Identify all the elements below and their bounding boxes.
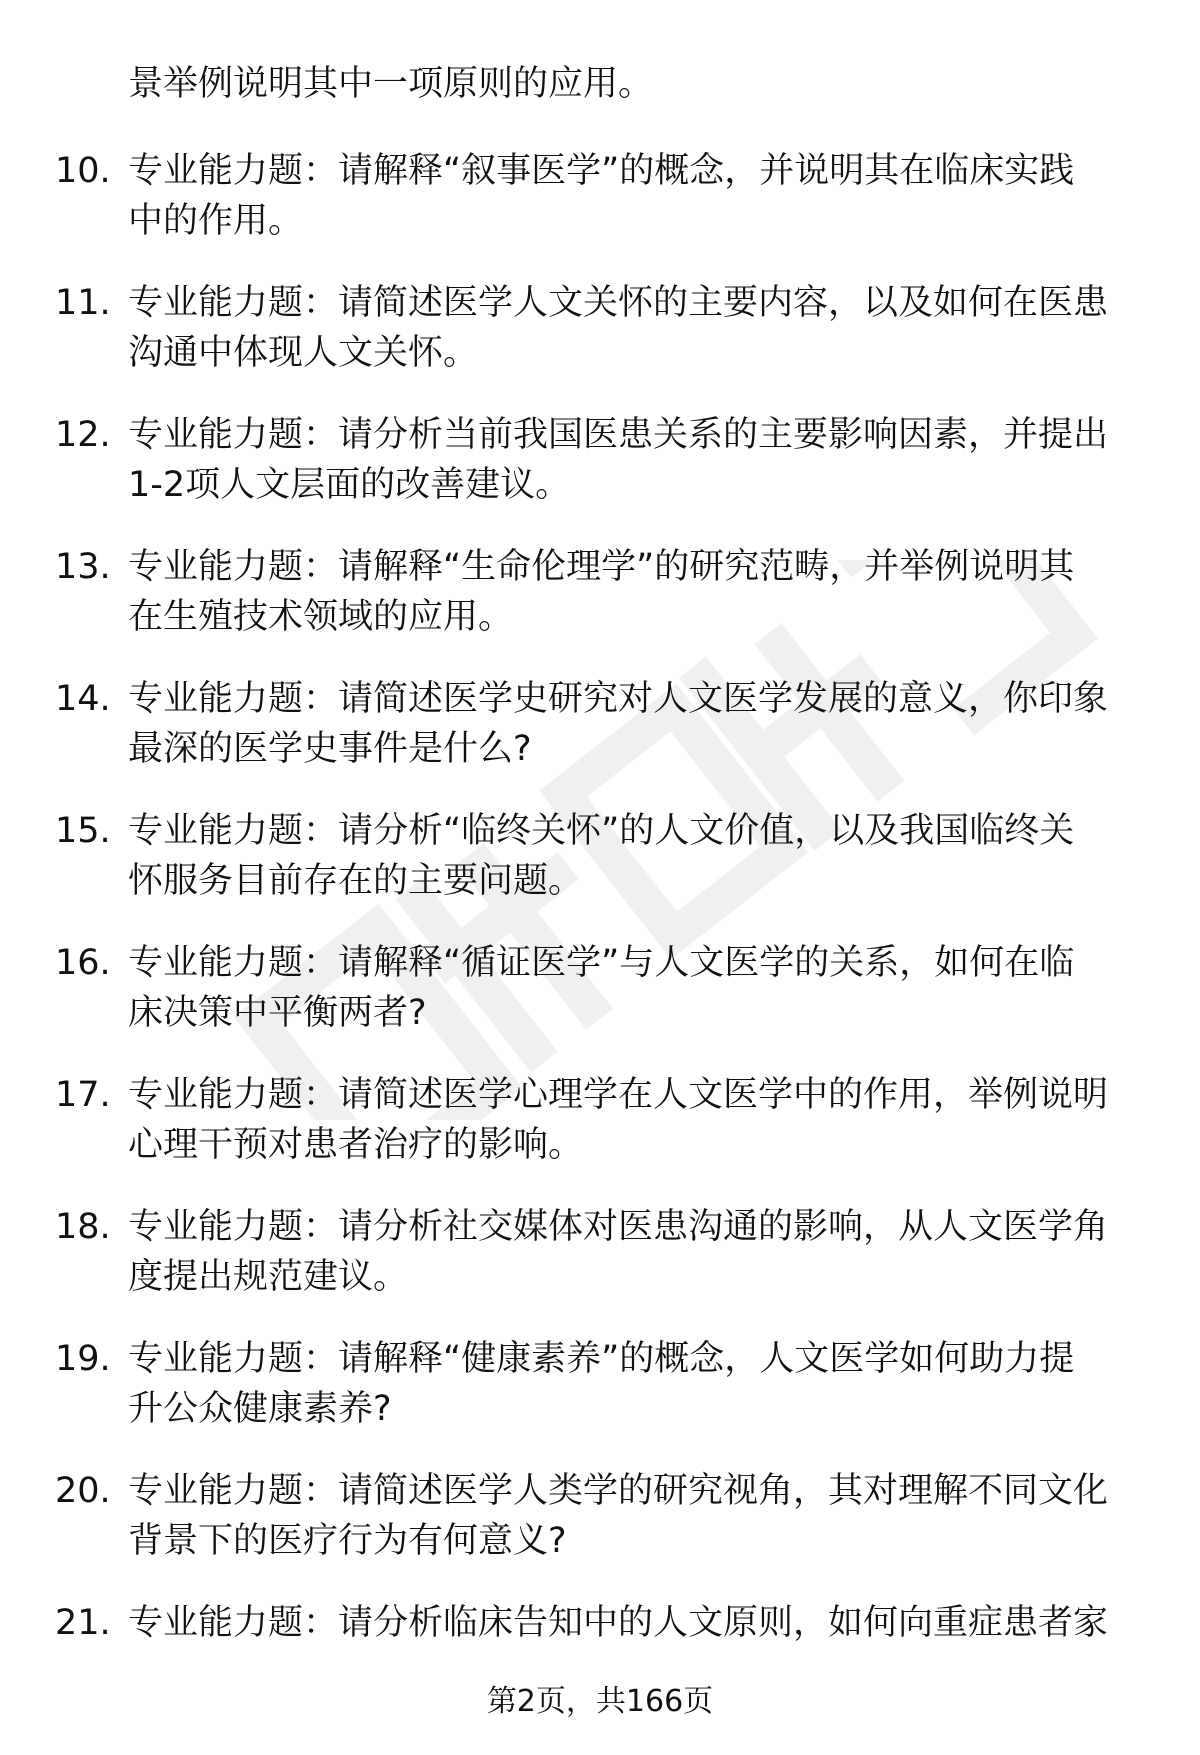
question-number: 11. [55, 283, 111, 323]
question-number: 16. [55, 943, 111, 983]
question-text-line2: 床决策中平衡两者? [128, 993, 427, 1033]
question-item [0, 1201, 1200, 1333]
question-text-line1: 专业能力题：请分析“临终关怀”的人文价值，以及我国临终关 [128, 811, 1075, 851]
question-text-line2: 最深的医学史事件是什么? [128, 729, 532, 769]
question-number: 19. [55, 1339, 111, 1379]
question-number: 13. [55, 547, 111, 587]
question-text-line1: 专业能力题：请简述医学史研究对人文医学发展的意义，你印象 [128, 679, 1109, 719]
question-item [0, 409, 1200, 541]
question-item [0, 1333, 1200, 1465]
question-text-line1: 专业能力题：请分析当前我国医患关系的主要影响因素，并提出 [128, 415, 1109, 455]
question-number: 18. [55, 1207, 111, 1247]
question-text-line2: 怀服务目前存在的主要问题。 [128, 861, 584, 901]
question-item [0, 937, 1200, 1069]
question-text-line1: 专业能力题：请分析临床告知中的人文原则，如何向重症患者家 [128, 1603, 1109, 1643]
question-item [0, 541, 1200, 673]
question-number: 12. [55, 415, 111, 455]
question-text-line2: 沟通中体现人文关怀。 [128, 333, 479, 373]
question-text-line1: 专业能力题：请解释“健康素养”的概念，人文医学如何助力提 [128, 1339, 1075, 1379]
question-text-line2: 度提出规范建议。 [128, 1257, 409, 1297]
question-text-line2: 心理干预对患者治疗的影响。 [128, 1125, 584, 1165]
question-text-line2: 背景下的医疗行为有何意义? [128, 1521, 567, 1561]
question-number: 14. [55, 679, 111, 719]
question-number: 15. [55, 811, 111, 851]
question-number: 20. [55, 1471, 111, 1511]
question-text-line1: 专业能力题：请简述医学人类学的研究视角，其对理解不同文化 [128, 1471, 1109, 1511]
question-number: 17. [55, 1075, 111, 1115]
question-number: 10. [55, 151, 111, 191]
question-item [0, 1069, 1200, 1201]
question-text-line2: 1-2项人文层面的改善建议。 [128, 465, 571, 505]
question-number: 21. [55, 1603, 111, 1643]
question-text-line1: 专业能力题：请解释“生命伦理学”的研究范畴，并举例说明其 [128, 547, 1075, 587]
question-text-line2: 中的作用。 [128, 201, 304, 241]
question-text-line2: 在生殖技术领域的应用。 [128, 597, 514, 637]
question-item [0, 805, 1200, 937]
page-number-footer: 第2页，共166页 [486, 1684, 714, 1719]
question-text-line2: 升公众健康素养? [128, 1389, 392, 1429]
question-text-line1: 专业能力题：请简述医学人文关怀的主要内容，以及如何在医患 [128, 283, 1109, 323]
question-text-line1: 专业能力题：请简述医学心理学在人文医学中的作用，举例说明 [128, 1075, 1109, 1115]
continuation-line: 景举例说明其中一项原则的应用。 [128, 64, 654, 104]
question-item [0, 1465, 1200, 1597]
question-item [0, 673, 1200, 805]
question-text-line1: 专业能力题：请分析社交媒体对医患沟通的影响，从人文医学角 [128, 1207, 1109, 1247]
question-text-line1: 专业能力题：请解释“循证医学”与人文医学的关系，如何在临 [128, 943, 1075, 983]
question-item [0, 145, 1200, 277]
question-item [0, 277, 1200, 409]
question-list [0, 145, 1200, 1729]
question-text-line1: 专业能力题：请解释“叙事医学”的概念，并说明其在临床实践 [128, 151, 1075, 191]
